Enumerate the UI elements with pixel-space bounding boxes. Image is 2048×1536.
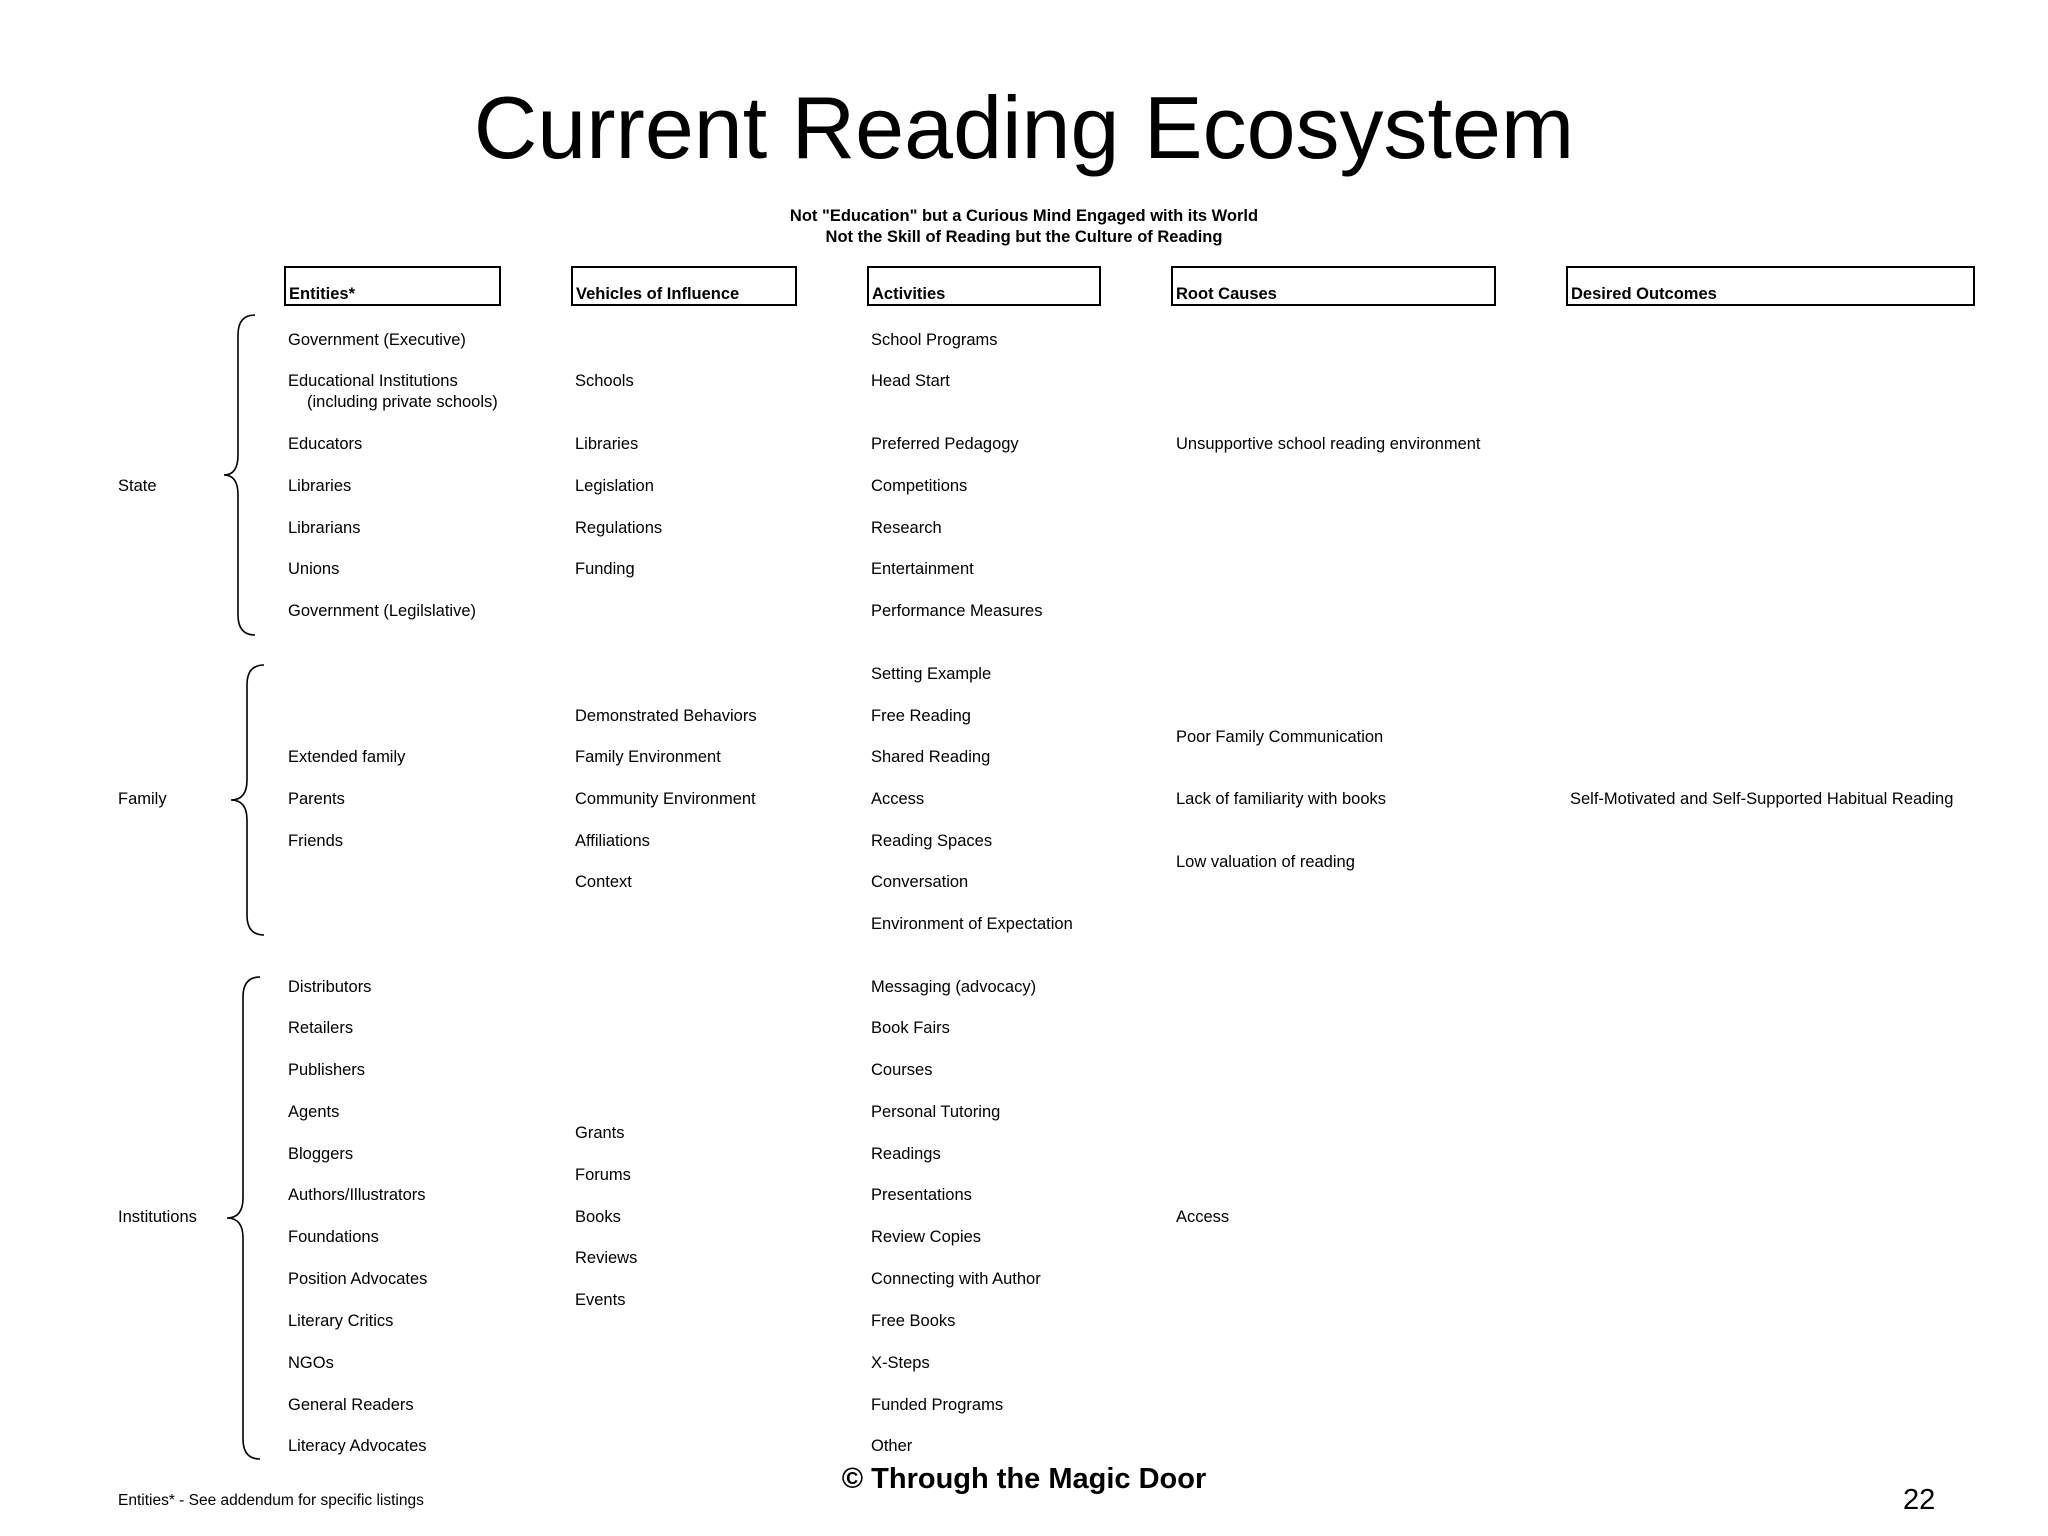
institutions-entity: Literacy Advocates [288,1437,427,1455]
header-entities: Entities* [284,266,501,306]
subtitle-line-2: Not the Skill of Reading but the Culture of Reading [825,228,1223,246]
family-vehicle: Family Environment [575,748,721,766]
state-entity: Government (Executive) [288,331,466,349]
family-activity: Shared Reading [871,748,991,766]
copyright: © Through the Magic Door [841,1463,1207,1495]
institutions-activity: Presentations [871,1186,972,1204]
institutions-activity: Free Books [871,1312,956,1330]
family-vehicle: Context [575,873,632,891]
family-root-cause: Lack of familiarity with books [1176,790,1386,808]
state-activity: Performance Measures [871,602,1043,620]
institutions-root-cause: Access [1176,1208,1230,1226]
family-entity: Parents [288,790,345,808]
institutions-activity: Review Copies [871,1228,982,1246]
header-root-causes: Root Causes [1171,266,1496,306]
family-root-cause: Poor Family Communication [1176,728,1384,746]
header-activities: Activities [867,266,1101,306]
institutions-vehicle: Events [575,1291,626,1309]
state-activity: Preferred Pedagogy [871,435,1019,453]
family-entity: Friends [288,832,344,850]
page-number: 22 [1903,1484,1936,1516]
desired-outcome: Self-Motivated and Self-Supported Habitual Reading [1570,790,1954,808]
state-vehicle: Libraries [575,435,639,453]
family-activity: Conversation [871,873,969,891]
institutions-vehicle: Reviews [575,1249,638,1267]
state-activity: Research [871,519,942,537]
state-root-cause: Unsupportive school reading environment [1176,435,1481,453]
family-activity: Access [871,790,925,808]
institutions-entity: NGOs [288,1354,334,1372]
institutions-activity: Other [871,1437,913,1455]
institutions-activity: Messaging (advocacy) [871,978,1037,996]
state-vehicle: Funding [575,560,635,578]
family-entity: Extended family [288,748,406,766]
institutions-entity: General Readers [288,1396,414,1414]
state-entity: Educators [288,435,363,453]
state-vehicle: Schools [575,372,634,390]
institutions-activity: Readings [871,1145,941,1163]
institutions-entity: Authors/Illustrators [288,1186,426,1204]
brace-institutions [227,977,260,1459]
institutions-entity: Foundations [288,1228,379,1246]
family-activity: Reading Spaces [871,832,993,850]
state-entity: Government (Legilslative) [288,602,476,620]
institutions-entity: Agents [288,1103,340,1121]
state-vehicle: Legislation [575,477,654,495]
state-entity: Unions [288,560,340,578]
institutions-vehicle: Grants [575,1124,625,1142]
family-root-cause: Low valuation of reading [1176,853,1355,871]
institutions-entity: Retailers [288,1019,354,1037]
institutions-activity: Courses [871,1061,933,1079]
state-vehicle: Regulations [575,519,663,537]
institutions-entity: Bloggers [288,1145,354,1163]
state-entity: Libraries [288,477,352,495]
slide-title: Current Reading Ecosystem [473,78,1575,177]
state-activity: Entertainment [871,560,974,578]
group-label-family: Family [118,790,167,808]
family-activity: Free Reading [871,707,971,725]
family-vehicle: Affiliations [575,832,650,850]
header-desired-outcomes: Desired Outcomes [1566,266,1975,306]
state-activity: Head Start [871,372,950,390]
family-vehicle: Community Environment [575,790,756,808]
brace-state [224,315,255,635]
family-activity: Environment of Expectation [871,915,1073,933]
institutions-entity: Literary Critics [288,1312,394,1330]
family-activity: Setting Example [871,665,992,683]
subtitle-line-1: Not "Education" but a Curious Mind Engaged with its World [789,207,1259,225]
footer-note: Entities* - See addendum for specific listings [118,1492,424,1509]
institutions-entity: Distributors [288,978,372,996]
institutions-activity: Funded Programs [871,1396,1004,1414]
institutions-vehicle: Forums [575,1166,631,1184]
state-activity: School Programs [871,331,998,349]
institutions-entity: Position Advocates [288,1270,428,1288]
institutions-activity: Connecting with Author [871,1270,1041,1288]
brace-family [231,665,264,935]
institutions-vehicle: Books [575,1208,621,1226]
institutions-entity: Publishers [288,1061,366,1079]
institutions-activity: X-Steps [871,1354,930,1372]
family-vehicle: Demonstrated Behaviors [575,707,757,725]
institutions-activity: Personal Tutoring [871,1103,1001,1121]
state-activity: Competitions [871,477,968,495]
state-entity: Educational Institutions (including private schools) [288,372,498,411]
group-label-state: State [118,477,157,495]
institutions-activity: Book Fairs [871,1019,950,1037]
state-entity: Librarians [288,519,361,537]
group-label-institutions: Institutions [118,1208,197,1226]
header-vehicles-of-influence: Vehicles of Influence [571,266,797,306]
